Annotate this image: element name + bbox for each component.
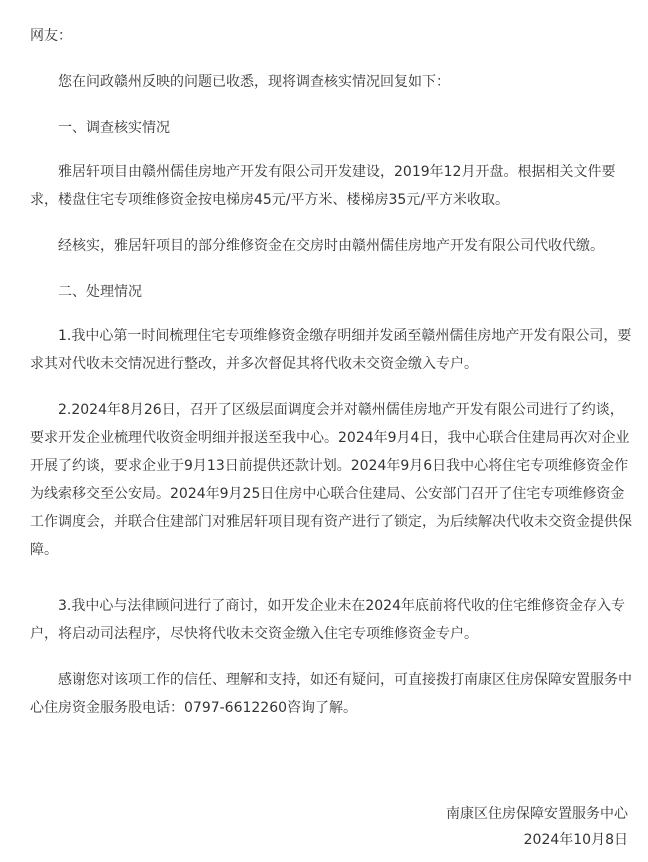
salutation: 网友： bbox=[30, 28, 72, 44]
paragraph-project-info: 雅居轩项目由赣州儒佳房地产开发有限公司开发建设，2019年12月开盘。根据相关文件要求，楼盘住宅专项维修资金按电梯房45元/平方米、楼梯房35元/平方米收取。 bbox=[30, 164, 616, 208]
intro-paragraph: 您在问政赣州反映的问题已收悉，现将调查核实情况回复如下： bbox=[58, 74, 450, 90]
handling-item-2: 2.2024年8月26日，召开了区级层面调度会并对赣州儒佳房地产开发有限公司进行了约谈，要求开发企业梳理代收资金明细并报送至我中心。2024年9月4日，我中心联合住建局再次对企业开展了约谈，要求企业于9月13日前提供还款计划。2024年9月6日我中心将住宅专项维修资金作为线索移交至公安局。2024年9月25日住房中心联合住建局、公安部门召开了住宅专项维修资金工作调度会，并联合住建部门对雅居轩项目现有资产进行了锁定，为后续解决代收未交资金提供保障。 bbox=[30, 402, 632, 558]
handling-item-1: 1.我中心第一时间梳理住宅专项维修资金缴存明细并发函至赣州儒佳房地产开发有限公司，要求其对代收未交情况进行整改，并多次督促其将代收未交资金缴入专户。 bbox=[30, 328, 632, 372]
handling-item-3: 3.我中心与法律顾问进行了商讨，如开发企业未在2024年底前将代收的住宅维修资金存入专户，将启动司法程序，尽快将代收未交资金缴入住宅专项维修资金专户。 bbox=[30, 598, 625, 642]
signature-date: 2024年10月8日 bbox=[523, 832, 628, 848]
signature-organization: 南康区住房保障安置服务中心 bbox=[446, 806, 628, 822]
section-heading-handling: 二、处理情况 bbox=[58, 284, 142, 300]
paragraph-verification: 经核实，雅居轩项目的部分维修资金在交房时由赣州儒佳房地产开发有限公司代收代缴。 bbox=[58, 238, 604, 254]
section-heading-investigation: 一、调查核实情况 bbox=[58, 120, 170, 136]
closing-paragraph: 感谢您对该项工作的信任、理解和支持，如还有疑问，可直接拨打南康区住房保障安置服务中心住房资金服务股电话：0797-6612260咨询了解。 bbox=[30, 672, 632, 716]
